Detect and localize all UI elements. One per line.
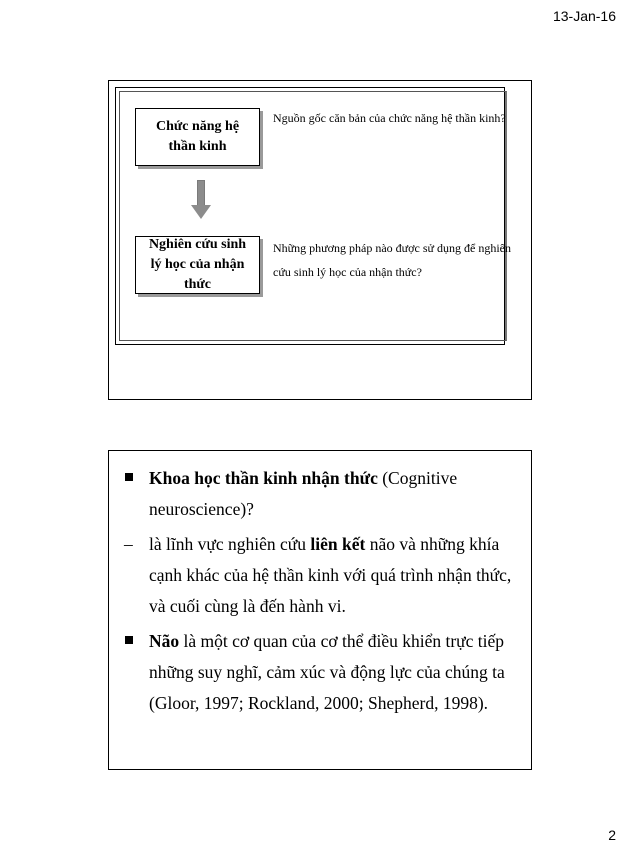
item1-bold: Khoa học thần kinh nhận thức — [149, 468, 378, 488]
box-cognitive-physiology-research: Nghiên cứu sinh lý học của nhận thức — [135, 236, 260, 294]
slide-text — [108, 450, 532, 770]
question-methods — [273, 236, 511, 284]
diagram-frame — [115, 87, 512, 345]
list-item — [123, 463, 513, 525]
square-bullet-icon — [125, 473, 133, 481]
arrow-down-icon — [194, 180, 208, 220]
item2-bold: liên kết — [310, 534, 366, 554]
list-item — [123, 626, 513, 719]
item2-text-before: là lĩnh vực nghiên cứu — [149, 534, 311, 554]
item3-text: là một cơ quan của cơ thể điều khiển trực tiếp những suy nghĩ, cảm xúc và động lực của chúng ta (Gloor, 1997; Rockland, 2000; Shepherd, 1998). — [149, 631, 505, 713]
page-number: 2 — [608, 827, 616, 843]
item3-bold: Não — [149, 631, 180, 651]
question-origin: Nguồn gốc căn bản của chức năng hệ thần kinh? — [273, 111, 506, 125]
list-item — [123, 529, 513, 622]
item1-text: (Cognitive neuroscience)? — [149, 468, 458, 519]
square-bullet-icon — [125, 636, 133, 644]
box-nervous-system-function: Chức năng hệ thần kinh — [135, 108, 260, 166]
slide-diagram — [108, 80, 532, 400]
question-methods-line2: cứu sinh lý học của nhận thức? — [273, 265, 422, 279]
dash-bullet-icon: – — [124, 534, 133, 554]
bullet-list — [123, 463, 513, 723]
question-methods-line1: Những phương pháp nào được sử dụng để nghiên — [273, 241, 512, 255]
item2-text-after: não và những khía cạnh khác của hệ thần kinh với quá trình nhận thức, và cuối cùng là đến hành vi. — [149, 534, 512, 616]
header-date: 13-Jan-16 — [552, 8, 616, 24]
